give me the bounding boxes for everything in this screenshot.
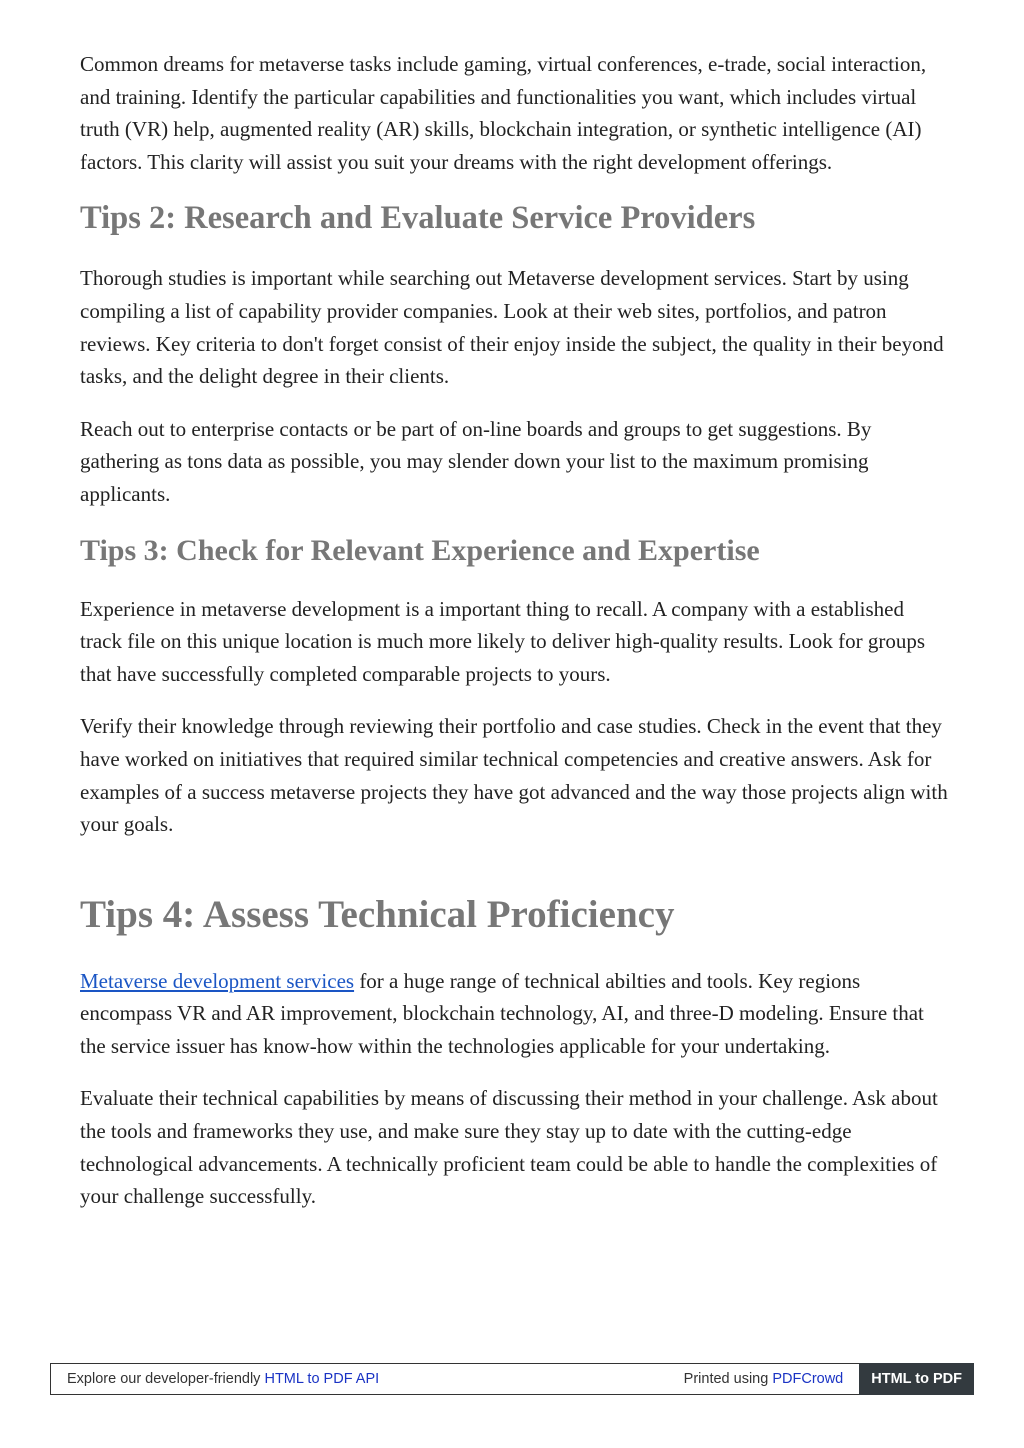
footer-explore [51,1371,684,1387]
tip4-paragraph-1 [80,965,950,1063]
tip4-paragraph-1-text: for a huge range of technical abilties and tools. Key regions encompass VR and AR improvement, blockchain technology, AI, and three-D modeling. Ensure that the service issuer has know-how within the technologies applicable for your undertaking. [80,968,924,1058]
tip2-paragraph-2: Reach out to enterprise contacts or be part of on-line boards and groups to get suggestions. By gathering as tons data as possible, you may slender down your list to the maximum promising applicants. [80,416,872,506]
tip2-paragraph-1: Thorough studies is important while searching out Metaverse development services. Start by using compiling a list of capability provider companies. Look at their web sites, portfolios, and patron reviews. Key criteria to don't forget consist of their enjoy inside the subject, the quality in their beyond tasks, and the delight degree in their clients. [80,266,944,389]
pdfcrowd-link[interactable]: PDFCrowd [772,1371,844,1387]
footer-printed [684,1371,860,1387]
footer-explore-text: Explore our developer-friendly [67,1371,265,1387]
html-to-pdf-button[interactable]: HTML to PDF [859,1363,974,1395]
tip3-paragraph-1: Experience in metaverse development is a important thing to recall. A company with a established track file on this unique location is much more likely to deliver high-quality results. Look for groups that have successfully completed comparable projects to yours. [80,596,926,686]
intro-paragraph: Common dreams for metaverse tasks include gaming, virtual conferences, e-trade, social interaction, and training. Identify the particular capabilities and functionalities you want, which includes virtual truth (VR) help, augmented reality (AR) skills, blockchain integration, or synthetic intelligence (AI) factors. This clarity will assist you suit your dreams with the right development offerings. [80,52,927,174]
pdfcrowd-footer [50,1363,974,1395]
tip4-heading: Tips 4: Assess Technical Proficiency [80,892,675,936]
tip3-paragraph-2: Verify their knowledge through reviewing their portfolio and case studies. Check in the event that they have worked on initiatives that required similar technical competencies and creative answers. Ask for examples of a success metaverse projects they have got advanced and the way those projects align with your goals. [80,714,948,837]
document-body [80,48,950,1233]
tip2-heading: Tips 2: Research and Evaluate Service Providers [80,200,756,237]
tip4-paragraph-2: Evaluate their technical capabilities by means of discussing their method in your challenge. Ask about the tools and frameworks they use, and make sure they stay up to date with the cutting-edge technological advancements. A technically proficient team could be able to handle the complexities of your challenge successfully. [80,1086,938,1209]
tip3-heading: Tips 3: Check for Relevant Experience and Expertise [80,533,760,567]
metaverse-services-link[interactable]: Metaverse development services [80,968,355,993]
html-to-pdf-api-link[interactable]: HTML to PDF API [264,1371,380,1387]
footer-printed-text: Printed using [683,1371,773,1387]
